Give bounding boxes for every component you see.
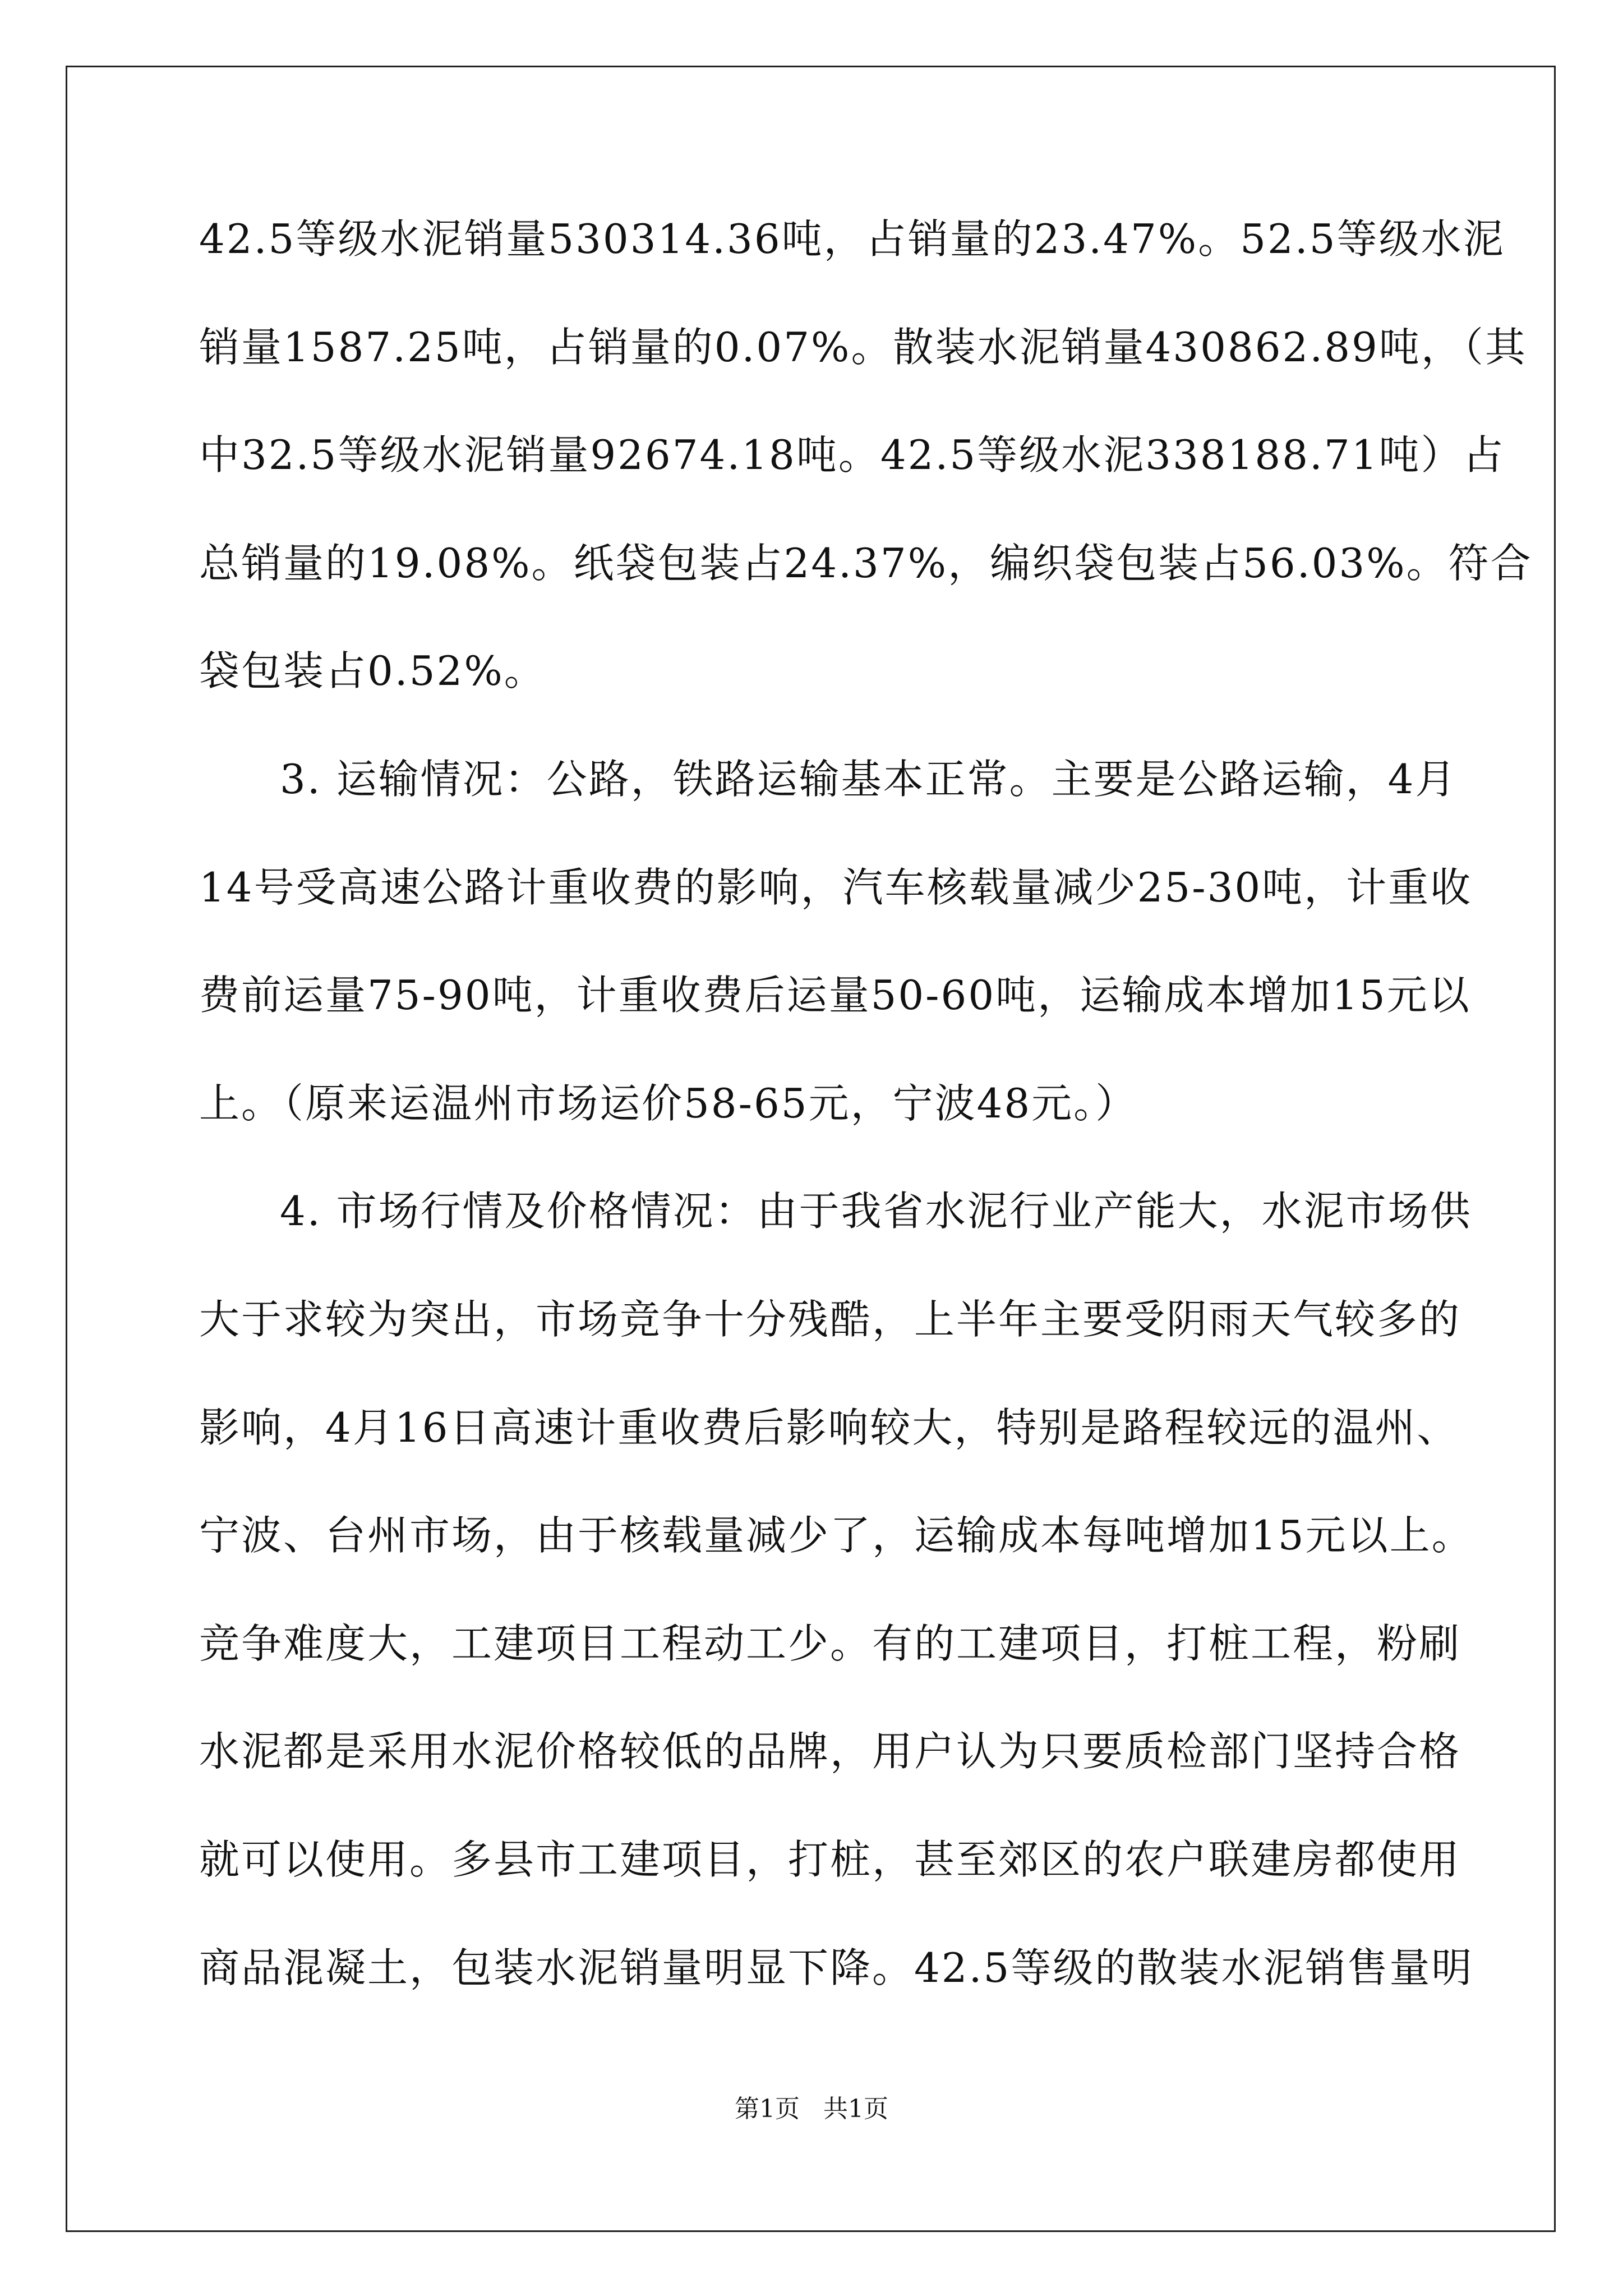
text-line: 商品混凝土，包装水泥销量明显下降。42.5等级的散装水泥销售量明 [199, 1944, 1474, 1991]
page-number: 第1页 共1页 [735, 2095, 888, 2123]
paragraph-start-line: 3. 运输情况：公路，铁路运输基本正常。主要是公路运输，4月 [280, 755, 1458, 803]
text-line: 袋包装占0.52%。 [199, 647, 546, 695]
text-line: 影响，4月16日高速计重收费后影响较大，特别是路程较远的温州、 [199, 1404, 1459, 1451]
text-line: 总销量的19.08%。纸袋包装占24.37%，编织袋包装占56.03%。符合 [199, 539, 1533, 587]
text-line: 就可以使用。多县市工建项目，打桩，甚至郊区的农户联建房都使用 [199, 1835, 1461, 1883]
text-line: 42.5等级水泥销量530314.36吨，占销量的23.47%。52.5等级水泥 [199, 215, 1505, 263]
text-line: 竞争难度大，工建项目工程动工少。有的工建项目，打桩工程，粉刷 [199, 1619, 1461, 1667]
text-line: 宁波、台州市场，由于核载量减少了，运输成本每吨增加15元以上。 [199, 1512, 1474, 1559]
text-line: 水泥都是采用水泥价格较低的品牌，用户认为只要质检部门坚持合格 [199, 1728, 1461, 1775]
document-body [199, 211, 1533, 2047]
paragraph-start-line: 4. 市场行情及价格情况：由于我省水泥行业产能大，水泥市场供 [280, 1188, 1472, 1235]
text-line: 销量1587.25吨，占销量的0.07%。散装水泥销量430862.89吨，（其 [199, 323, 1527, 371]
text-line: 费前运量75-90吨，计重收费后运量50-60吨，运输成本增加15元以 [199, 972, 1471, 1019]
text-line: 中32.5等级水泥销量92674.18吨。42.5等级水泥338188.71吨）占 [199, 431, 1505, 479]
text-line: 14号受高速公路计重收费的影响，汽车核载量减少25-30吨，计重收 [199, 863, 1473, 911]
text-line: 上。（原来运温州市场运价58-65元，宁波48元。） [199, 1079, 1138, 1127]
text-line: 大于求较为突出，市场竞争十分残酷，上半年主要受阴雨天气较多的 [199, 1295, 1461, 1343]
